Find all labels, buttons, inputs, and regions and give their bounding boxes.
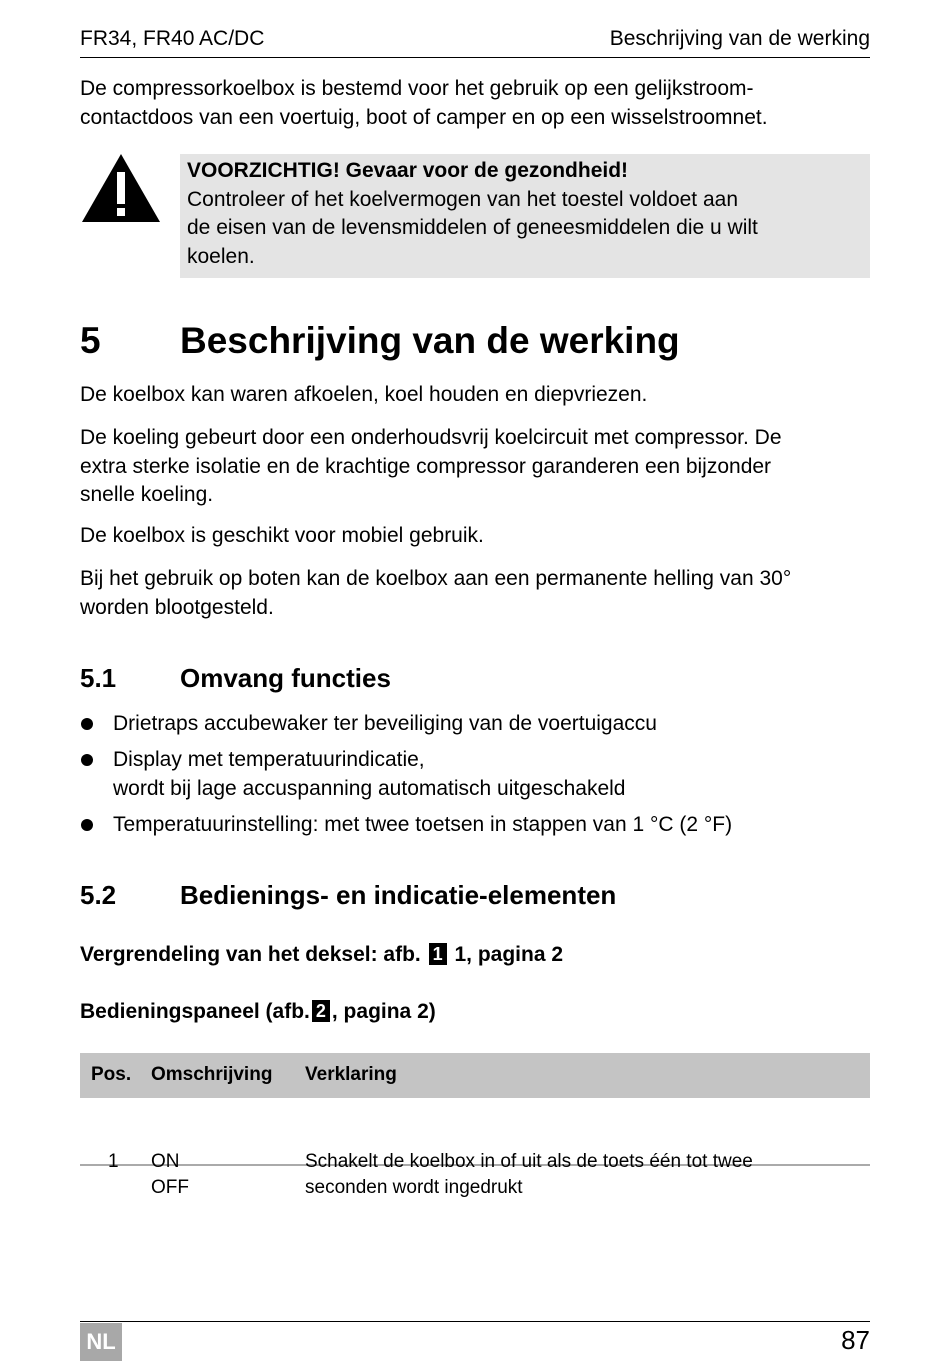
footer-divider (80, 1321, 870, 1322)
table-row (80, 1098, 870, 1198)
paragraph-line: snelle koeling. (80, 483, 214, 506)
paragraph-line: extra sterke isolatie en de krachtige compressor garanderen een bijzonder (80, 454, 772, 478)
cell-line: OFF (151, 1177, 189, 1198)
list-item-text: Drietraps accubewaker ter beveiliging van de voertuigaccu (113, 712, 657, 735)
warning-title: VOORZICHTIG! Gevaar voor de gezondheid! (187, 159, 629, 182)
header-section: Beschrijving van de werking (609, 27, 870, 50)
reference-text: 1, pagina 2 (454, 943, 564, 966)
cell-line: ON (151, 1151, 180, 1172)
paragraph: De koelbox kan waren afkoelen, koel houden en diepvriezen. (80, 383, 648, 406)
intro-paragraph (80, 75, 870, 132)
cell-line: seconden wordt ingedrukt (305, 1177, 523, 1198)
section-title: Beschrijving van de werking (180, 320, 680, 361)
section-title: Bedienings- en indicatie-elementen (180, 880, 617, 910)
document-page (80, 0, 870, 1365)
bullet-icon (81, 718, 93, 730)
warning-text-line: Controleer of het koelvermogen van het toestel voldoet aan (187, 187, 739, 211)
warning-box (180, 154, 870, 278)
bullet-icon (81, 819, 93, 831)
header-model: FR34, FR40 AC/DC (80, 27, 265, 50)
column-header: Pos. (91, 1064, 132, 1085)
language-badge: NL (80, 1323, 122, 1361)
column-header: Omschrijving (151, 1064, 273, 1085)
warning-triangle-icon (80, 152, 162, 224)
list-item (80, 746, 870, 803)
controls-table (80, 1053, 870, 1198)
warning-text-line: koelen. (187, 244, 255, 268)
column-header: Verklaring (305, 1064, 397, 1085)
list-item (80, 710, 870, 739)
list-item-text: Display met temperatuurindicatie, (113, 748, 425, 771)
intro-line: De compressorkoelbox is bestemd voor het gebruik op een gelijkstroom- (80, 77, 754, 100)
paragraph-line: De koeling gebeurt door een onderhoudsvrij koelcircuit met compressor. De (80, 426, 782, 449)
paragraph-line: worden blootgesteld. (80, 595, 274, 619)
warning-text-line: de eisen van de levensmiddelen of geneesmiddelen die u wilt (187, 216, 758, 239)
figure-badge: 1 (429, 943, 447, 965)
paragraph (80, 424, 870, 510)
list-item-text: wordt bij lage accuspanning automatisch uitgeschakeld (113, 776, 626, 800)
page-header (80, 25, 870, 58)
figure-badge: 2 (312, 1000, 330, 1022)
list-item-text: Temperatuurinstelling: met twee toetsen in stappen van 1 °C (2 °F) (113, 812, 733, 836)
cell-explanation (305, 1149, 845, 1201)
reference-text: Vergrendeling van het deksel: afb. (80, 943, 421, 966)
section-title: Omvang functies (180, 663, 391, 693)
section-number: 5.2 (80, 880, 117, 910)
feature-list (80, 710, 870, 847)
section-heading-5-2 (80, 880, 870, 912)
reference-text: Bedieningspaneel (afb. (80, 1000, 310, 1023)
paragraph (80, 565, 870, 622)
control-panel-reference (80, 1000, 436, 1024)
cell-line: Schakelt de koelbox in of uit als de toets één tot twee (305, 1151, 753, 1172)
intro-line: contactdoos van een voertuig, boot of camper en op een wisselstroomnet. (80, 105, 768, 129)
table-header (80, 1053, 870, 1098)
lid-lock-reference (80, 943, 563, 967)
reference-text: , pagina 2) (331, 1000, 436, 1023)
cell-pos: 1 (108, 1151, 119, 1172)
bullet-icon (81, 754, 93, 766)
page-number: 87 (841, 1325, 870, 1355)
cell-description (151, 1149, 189, 1201)
section-number: 5.1 (80, 663, 117, 693)
section-heading-5-1 (80, 663, 870, 695)
paragraph-line: Bij het gebruik op boten kan de koelbox aan een permanente helling van 30° (80, 567, 792, 590)
list-item (80, 811, 870, 840)
section-number: 5 (80, 320, 101, 361)
paragraph: De koelbox is geschikt voor mobiel gebruik. (80, 524, 484, 547)
